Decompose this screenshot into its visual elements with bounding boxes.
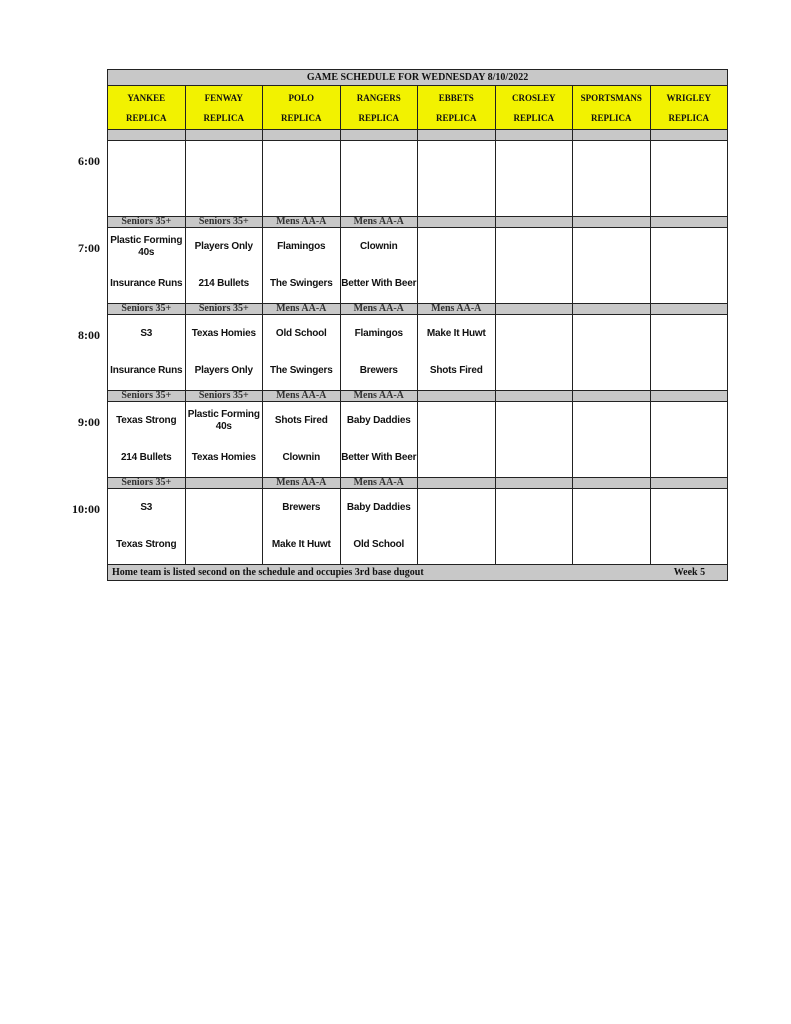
park-header (573, 86, 651, 130)
visiting-team: Plastic Forming 40s (187, 408, 260, 432)
matchup (263, 141, 340, 216)
division-label (418, 217, 496, 228)
park-name: FENWAY (204, 92, 243, 103)
visiting-team: Old School (275, 327, 327, 339)
home-team (573, 532, 650, 558)
matchup (573, 315, 650, 390)
visiting-team (651, 147, 728, 173)
game-cell (263, 315, 341, 391)
time-slot-row (108, 315, 728, 391)
time-label: 7:00 (78, 241, 100, 255)
visiting-team (108, 147, 185, 173)
game-cell (495, 315, 573, 391)
division-label (650, 478, 728, 489)
game-cell (418, 315, 496, 391)
home-team-note: Home team is listed second on the schedule and occupies 3rd base dugout (112, 567, 424, 578)
game-cell (573, 489, 651, 565)
matchup (651, 402, 728, 477)
matchup (263, 402, 340, 477)
matchup (341, 141, 418, 216)
time-slot-row (108, 489, 728, 565)
matchup (186, 402, 263, 477)
division-label (650, 217, 728, 228)
park-subtitle: REPLICA (358, 112, 399, 123)
matchup (496, 402, 573, 477)
matchup (341, 489, 418, 564)
week-label: Week 5 (673, 567, 706, 578)
home-team (651, 532, 728, 558)
division-label (418, 478, 496, 489)
game-cell (185, 141, 263, 217)
visiting-team: Brewers (282, 501, 321, 513)
game-cell (263, 402, 341, 478)
matchup (108, 228, 185, 303)
park-header (263, 86, 341, 130)
matchup (263, 489, 340, 564)
home-team: Insurance Runs (110, 365, 183, 377)
matchup (186, 141, 263, 216)
matchup (573, 141, 650, 216)
visiting-team (496, 321, 573, 347)
home-team: The Swingers (269, 365, 333, 377)
park-subtitle: REPLICA (668, 112, 710, 123)
visiting-team: S3 (140, 501, 153, 513)
division-row (108, 217, 728, 228)
visiting-team (418, 234, 495, 260)
park-subtitle: REPLICA (590, 112, 632, 123)
matchup (573, 402, 650, 477)
spacer-cell (185, 130, 263, 141)
division-label: Seniors 35+ (185, 304, 263, 315)
game-cell (185, 489, 263, 565)
home-team: Better With Beer (341, 452, 417, 464)
park-name: EBBETS (438, 92, 474, 103)
time-label: 9:00 (78, 415, 100, 429)
spacer-cell (495, 130, 573, 141)
visiting-team: Flamingos (277, 240, 326, 252)
park-subtitle: REPLICA (513, 112, 554, 123)
division-label (573, 217, 651, 228)
home-team (418, 532, 495, 558)
game-cell (418, 141, 496, 217)
game-cell (263, 489, 341, 565)
matchup (573, 228, 650, 303)
spacer-cell (650, 130, 728, 141)
game-cell (108, 315, 186, 391)
park-header (185, 86, 263, 130)
park-name: SPORTSMANS (580, 92, 642, 103)
visiting-team (573, 147, 650, 173)
spacer-cell (263, 130, 341, 141)
matchup (651, 315, 728, 390)
home-team (573, 445, 650, 471)
spacer-cell (340, 130, 418, 141)
visiting-team (263, 147, 340, 173)
division-label (185, 478, 263, 489)
game-cell (495, 228, 573, 304)
home-team (108, 184, 185, 210)
visiting-team: Flamingos (354, 327, 403, 339)
park-subtitle: REPLICA (280, 112, 322, 123)
schedule-table (107, 69, 728, 581)
home-team (341, 184, 418, 210)
visiting-team (573, 408, 650, 434)
game-cell (418, 489, 496, 565)
matchup (108, 315, 185, 390)
park-name: CROSLEY (511, 92, 556, 103)
game-cell (108, 228, 186, 304)
division-row (108, 478, 728, 489)
matchup (496, 141, 573, 216)
visiting-team (418, 408, 495, 434)
matchup (418, 315, 495, 390)
park-subtitle: REPLICA (435, 112, 477, 123)
home-team (496, 445, 573, 471)
spacer-row (108, 130, 728, 141)
park-header-row (108, 86, 728, 130)
visiting-team (573, 321, 650, 347)
home-team: Brewers (359, 365, 398, 377)
visiting-team (651, 495, 728, 521)
home-team: Clownin (282, 452, 320, 464)
home-team (651, 271, 728, 297)
matchup (418, 402, 495, 477)
visiting-team (418, 495, 495, 521)
home-team: Texas Strong (116, 539, 177, 551)
visiting-team: Baby Daddies (346, 501, 411, 513)
game-cell (573, 402, 651, 478)
division-row (108, 391, 728, 402)
visiting-team (186, 495, 263, 521)
visiting-team: Make It Huwt (426, 327, 486, 339)
game-cell (340, 402, 418, 478)
home-team: Better With Beer (341, 278, 417, 290)
matchup (651, 141, 728, 216)
matchup (341, 228, 418, 303)
division-label: Mens AA-A (263, 304, 341, 315)
game-cell (650, 489, 728, 565)
game-cell (418, 228, 496, 304)
visiting-team: Shots Fired (274, 414, 328, 426)
division-label (495, 304, 573, 315)
visiting-team (496, 495, 573, 521)
home-team (186, 184, 263, 210)
game-cell (573, 228, 651, 304)
division-label: Seniors 35+ (108, 391, 186, 402)
park-name: RANGERS (356, 92, 401, 103)
visiting-team (186, 147, 263, 173)
visiting-team (341, 147, 418, 173)
division-label (495, 478, 573, 489)
game-cell (185, 402, 263, 478)
matchup (108, 489, 185, 564)
game-cell (418, 402, 496, 478)
division-label: Seniors 35+ (185, 217, 263, 228)
home-team: Insurance Runs (110, 278, 183, 290)
division-label: Mens AA-A (263, 478, 341, 489)
home-team (573, 271, 650, 297)
park-header (495, 86, 573, 130)
park-subtitle: REPLICA (125, 112, 167, 123)
division-label: Seniors 35+ (108, 304, 186, 315)
visiting-team (496, 234, 573, 260)
matchup (496, 489, 573, 564)
matchup (418, 141, 495, 216)
game-cell (340, 315, 418, 391)
division-label (573, 391, 651, 402)
home-team: 214 Bullets (120, 452, 172, 464)
game-cell (650, 402, 728, 478)
game-cell (495, 141, 573, 217)
home-team (651, 445, 728, 471)
home-team (263, 184, 340, 210)
home-team: Texas Homies (191, 452, 256, 464)
matchup (263, 228, 340, 303)
time-label: 8:00 (78, 328, 100, 342)
game-cell (340, 228, 418, 304)
spacer-cell (573, 130, 651, 141)
matchup (573, 489, 650, 564)
footer-cell (108, 565, 728, 581)
park-header (108, 86, 186, 130)
time-label: 6:00 (78, 154, 100, 168)
park-header (418, 86, 496, 130)
game-cell (650, 228, 728, 304)
division-label: Mens AA-A (263, 217, 341, 228)
matchup (341, 315, 418, 390)
division-label: Seniors 35+ (185, 391, 263, 402)
park-header (650, 86, 728, 130)
matchup (341, 402, 418, 477)
division-label: Mens AA-A (340, 478, 418, 489)
visiting-team (651, 408, 728, 434)
matchup (496, 315, 573, 390)
time-label: 10:00 (72, 502, 100, 516)
home-team (496, 358, 573, 384)
park-name: YANKEE (127, 92, 166, 103)
home-team (573, 358, 650, 384)
matchup (418, 489, 495, 564)
matchup (108, 141, 185, 216)
game-cell (263, 141, 341, 217)
visiting-team: Texas Homies (191, 327, 256, 339)
spacer-cell (108, 130, 186, 141)
division-row (108, 304, 728, 315)
visiting-team (418, 147, 495, 173)
visiting-team: Texas Strong (116, 414, 177, 426)
home-team (418, 445, 495, 471)
visiting-team (496, 408, 573, 434)
game-cell (495, 402, 573, 478)
home-team: The Swingers (269, 278, 333, 290)
game-cell (495, 489, 573, 565)
visiting-team (651, 234, 728, 260)
park-name: WRIGLEY (666, 92, 712, 103)
visiting-team (651, 321, 728, 347)
division-label (650, 391, 728, 402)
division-label: Mens AA-A (263, 391, 341, 402)
game-cell (185, 315, 263, 391)
division-label (495, 391, 573, 402)
footer-row (108, 565, 728, 581)
game-cell (650, 141, 728, 217)
game-cell (185, 228, 263, 304)
division-label (573, 478, 651, 489)
home-team (186, 532, 263, 558)
game-cell (108, 141, 186, 217)
division-label (650, 304, 728, 315)
visiting-team: Clownin (360, 240, 398, 252)
division-label: Seniors 35+ (108, 217, 186, 228)
visiting-team: S3 (140, 327, 153, 339)
matchup (186, 228, 263, 303)
matchup (496, 228, 573, 303)
home-team: Make It Huwt (271, 539, 331, 551)
park-header (340, 86, 418, 130)
division-label (495, 217, 573, 228)
home-team (496, 271, 573, 297)
division-label (418, 391, 496, 402)
game-cell (263, 228, 341, 304)
visiting-team (573, 495, 650, 521)
time-slot-row (108, 402, 728, 478)
visiting-team (573, 234, 650, 260)
matchup (651, 489, 728, 564)
matchup (186, 489, 263, 564)
home-team: 214 Bullets (198, 278, 250, 290)
game-cell (573, 315, 651, 391)
time-slot-row (108, 141, 728, 217)
game-cell (108, 489, 186, 565)
division-label: Mens AA-A (340, 217, 418, 228)
game-cell (340, 141, 418, 217)
visiting-team: Players Only (194, 240, 253, 252)
matchup (186, 315, 263, 390)
home-team (418, 271, 495, 297)
schedule-title: GAME SCHEDULE FOR WEDNESDAY 8/10/2022 (108, 70, 728, 86)
home-team (651, 358, 728, 384)
title-row (108, 70, 728, 86)
division-label (573, 304, 651, 315)
home-team (496, 184, 573, 210)
home-team (651, 184, 728, 210)
home-team (418, 184, 495, 210)
home-team (496, 532, 573, 558)
time-slot-row (108, 228, 728, 304)
game-cell (340, 489, 418, 565)
home-team (573, 184, 650, 210)
home-team: Shots Fired (429, 365, 483, 377)
division-label: Seniors 35+ (108, 478, 186, 489)
division-label: Mens AA-A (418, 304, 496, 315)
visiting-team: Plastic Forming 40s (110, 234, 183, 258)
matchup (651, 228, 728, 303)
division-label: Mens AA-A (340, 391, 418, 402)
division-label: Mens AA-A (340, 304, 418, 315)
spacer-cell (418, 130, 496, 141)
visiting-team (496, 147, 573, 173)
game-cell (573, 141, 651, 217)
matchup (418, 228, 495, 303)
home-team: Old School (353, 539, 405, 551)
matchup (263, 315, 340, 390)
game-cell (108, 402, 186, 478)
park-subtitle: REPLICA (203, 112, 244, 123)
park-name: POLO (288, 92, 314, 103)
visiting-team: Baby Daddies (346, 414, 411, 426)
game-cell (650, 315, 728, 391)
matchup (108, 402, 185, 477)
home-team: Players Only (194, 365, 253, 377)
